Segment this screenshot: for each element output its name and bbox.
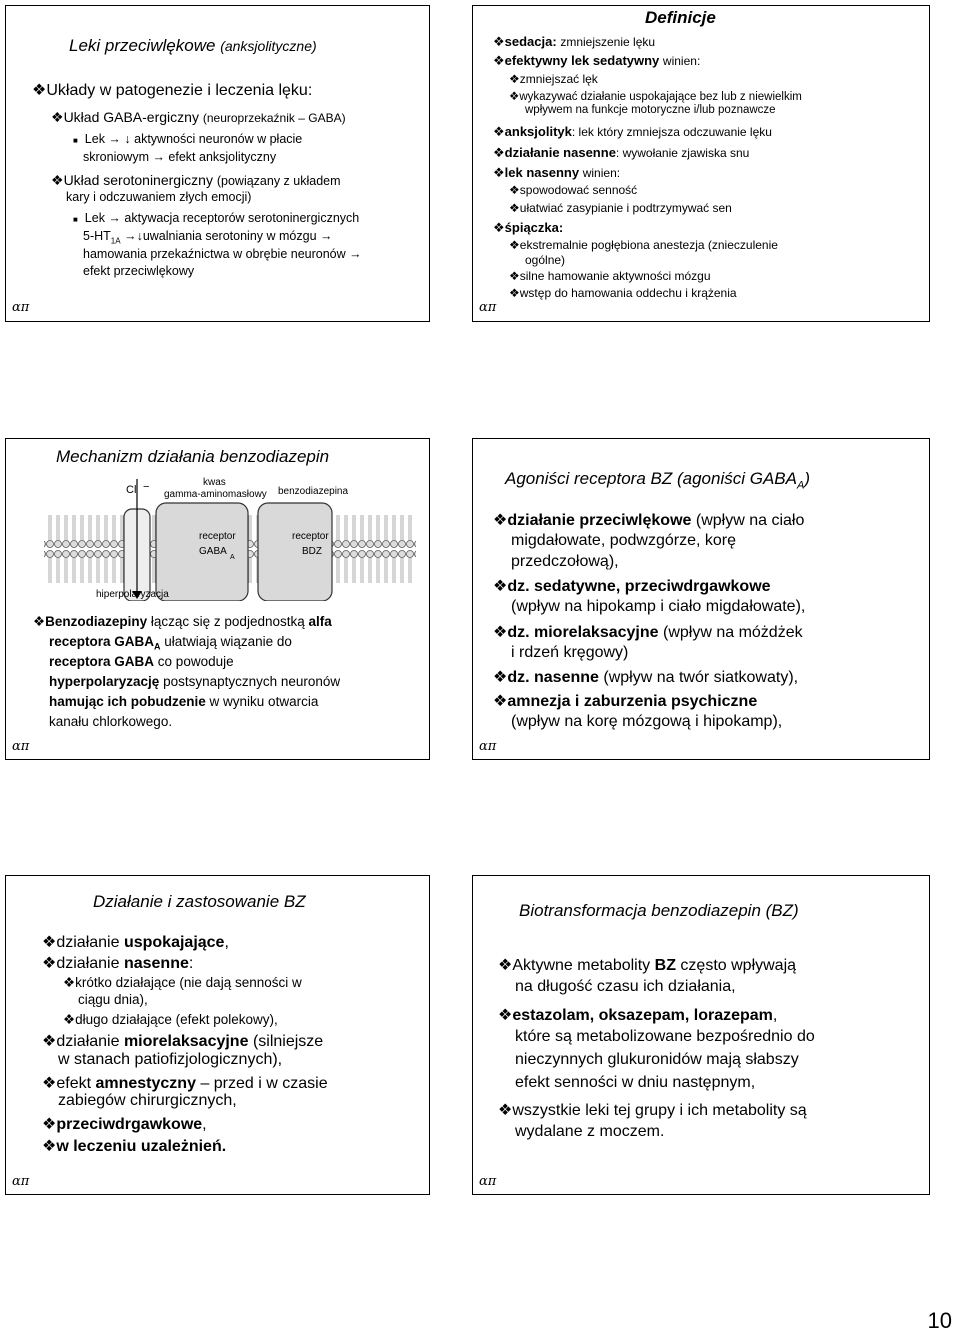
body-text: ❖dz. nasenne (wpływ na twór siatkowaty), (493, 669, 799, 686)
bullet-text: ❖Układ GABA-ergiczny (neuroprzekaźnik – GABA) (51, 109, 346, 125)
bullet-text: ogólne) (525, 253, 566, 267)
body-text: migdałowate, podwzgórze, korę (511, 532, 737, 549)
body-text: receptora $GABA_A$ ułatwiają wiązanie do (49, 634, 292, 652)
body-text: wydalane z moczem. (515, 1123, 665, 1140)
bullet-text: ❖spowodować senność (509, 183, 638, 197)
slide-biotransformation (472, 875, 930, 1195)
body-text: hyperpolaryzację postsynaptycznych neuronów (49, 674, 341, 689)
fig-label-gaba: GABA (199, 546, 227, 557)
bullet-text: ❖wstęp do hamowania oddechu i krążenia (509, 286, 737, 300)
slide-mark: απ (479, 1174, 497, 1189)
bullet-text: ❖silne hamowanie aktywności mózgu (509, 269, 711, 283)
body-text: ❖dz. miorelaksacyjne (wpływ na móżdżek (493, 624, 803, 641)
body-text: na długość czasu ich działania, (515, 978, 736, 995)
bullet-text: ❖ekstremalnie pogłębiona anestezja (znieczulenie (509, 238, 778, 252)
slide-title: Agoniści receptora BZ (agoniści $GABA_A$) (505, 469, 810, 492)
body-text: kanału chlorkowego. (49, 714, 173, 729)
bullet-text: ❖zmniejszać lęk (509, 72, 598, 86)
slide-mark: απ (479, 739, 497, 754)
body-text: ❖amnezja i zaburzenia psychiczne (493, 693, 758, 710)
body-text: ❖estazolam, oksazepam, lorazepam, (498, 1007, 778, 1024)
body-text: ❖działanie przeciwlękowe (wpływ na ciało (493, 512, 805, 529)
body-text: ❖w leczeniu uzależnień. (42, 1138, 227, 1155)
slide-bz-actions (5, 875, 430, 1195)
slide-title: Leki przeciwlękowe (anksjolityczne) (69, 36, 317, 55)
body-text: ❖Benzodiazepiny łącząc się z podjednostką alfa (33, 614, 332, 629)
fig-label-bdz: BDZ (302, 546, 322, 557)
slide-mark: απ (479, 300, 497, 315)
bullet-text: ■ Lek → aktywacja receptorów serotoninergicznych (73, 211, 360, 225)
slide-anxiolytics (5, 5, 430, 322)
body-text: w stanach patiofizjologicznych), (58, 1051, 283, 1068)
bullet-text: ❖Układy w patogenezie i leczenia lęku: (32, 82, 313, 99)
bullet-text: skroniowym → efekt anksjolityczny (83, 150, 277, 164)
bullet-text: $5-HT_{1A}$ →↓uwalniania serotoniny w mózgu → (83, 229, 333, 246)
body-text: przedczołową), (511, 553, 619, 570)
slide-definitions (472, 5, 930, 322)
body-text: ❖działanie uspokajające, (42, 934, 229, 951)
body-text: ❖Aktywne metabolity BZ często wpływają (498, 957, 797, 974)
body-text: ciągu dnia), (78, 992, 148, 1007)
bullet-text: ❖wykazywać działanie uspokajające bez lub z niewielkim (509, 91, 802, 103)
bullet-text: ❖lek nasenny winien: (493, 165, 621, 180)
page-number: 10 (927, 1308, 952, 1333)
bullet-text: kary i odczuwaniem złych emocji) (66, 190, 252, 204)
body-text: ❖długo działające (efekt polekowy), (63, 1012, 278, 1027)
slide-mark: απ (12, 739, 30, 754)
fig-label-receptor: receptor (199, 531, 236, 542)
body-text: ❖przeciwdrgawkowe, (42, 1116, 207, 1133)
slide-mechanism (5, 438, 430, 760)
slide-title: Definicje (645, 8, 716, 27)
body-text: ❖działanie miorelaksacyjne (silniejsze (42, 1033, 324, 1050)
fig-label-bz: benzodiazepina (278, 486, 349, 497)
body-text: ❖krótko działające (nie dają senności w (63, 975, 302, 990)
bullet-text: ❖ułatwiać zasypianie i podtrzymywać sen (509, 201, 732, 215)
fig-label-receptor: receptor (292, 531, 329, 542)
bullet-text: ❖sedacja: zmniejszenie lęku (493, 34, 656, 49)
slide-bz-agonists (472, 438, 930, 760)
body-text: nieczynnych glukuronidów mają słabszy (515, 1051, 799, 1068)
body-text: efekt senności w dniu następnym, (515, 1074, 756, 1091)
bullet-text: ❖efektywny lek sedatywny winien: (493, 53, 701, 68)
bullet-text: efekt przeciwlękowy (83, 264, 195, 278)
body-text: ❖wszystkie leki tej grupy i ich metabolity są (498, 1102, 807, 1119)
body-text: (wpływ na korę mózgową i hipokamp), (511, 713, 783, 730)
body-text: hamując ich pobudzenie w wyniku otwarcia (49, 694, 319, 709)
body-text: i rdzeń kręgowy) (511, 644, 629, 661)
body-text: ❖efekt amnestyczny – przed i w czasie (42, 1075, 328, 1092)
body-text: które są metabolizowane bezpośrednio do (515, 1028, 815, 1045)
body-text: ❖działanie nasenne: (42, 955, 194, 972)
fig-label-kwas: kwas (203, 477, 226, 488)
slide-mark: απ (12, 1174, 30, 1189)
fig-label-cl: Cl (126, 484, 137, 496)
fig-label-hyper: hiperpolaryzacja (96, 589, 169, 600)
bullet-text: hamowania przekaźnictwa w obrębie neuronów → (83, 247, 362, 261)
slide-title: Mechanizm działania benzodiazepin (56, 447, 330, 466)
slide-mark: απ (12, 300, 30, 315)
bullet-text: ❖anksjolityk: lek który zmniejsza odczuwanie lęku (493, 124, 772, 139)
body-text: receptora GABA co powoduje (49, 654, 234, 669)
fig-label-gaba-full: gamma-aminomasłowy (164, 489, 267, 500)
gaba-receptor-figure (6, 473, 426, 601)
slide-title: Biotransformacja benzodiazepin (BZ) (519, 901, 799, 920)
bullet-text: ❖działanie nasenne: wywołanie zjawiska snu (493, 145, 750, 160)
body-text: (wpływ na hipokamp i ciało migdałowate), (511, 598, 806, 615)
bullet-text: wpływem na funkcje motoryczne i/lub poznawcze (525, 104, 776, 116)
body-text: ❖dz. sedatywne, przeciwdrgawkowe (493, 578, 771, 595)
bullet-text: ■ Lek → ↓ aktywności neuronów w płacie (73, 132, 303, 146)
bullet-text: ❖śpiączka: (493, 220, 564, 235)
slide-title: Działanie i zastosowanie BZ (93, 892, 306, 911)
fig-label-gaba-sub: A (230, 554, 235, 561)
bullet-text: ❖Układ serotoninergiczny (powiązany z układem (51, 172, 341, 188)
fig-label-minus: − (143, 481, 150, 493)
body-text: zabiegów chirurgicznych, (58, 1092, 237, 1109)
